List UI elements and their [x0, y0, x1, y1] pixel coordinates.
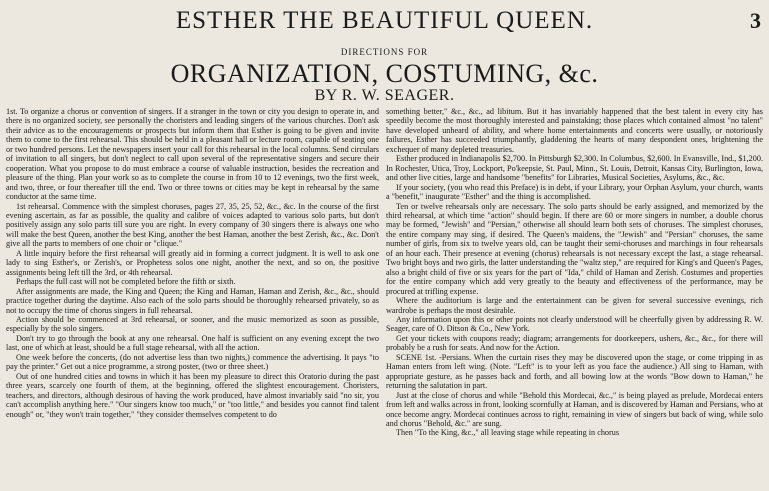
page-title: ORGANIZATION, COSTUMING, &c. [170, 59, 599, 88]
paragraph: Perhaps the full cast will not be completed before the fifth or sixth. [16, 277, 236, 287]
paragraph: One week before the concerts, (do not advertise less than two nights,) commence the advertising. It pays "to pay the printer." Get out a nice programme, a strong poster, (two or three sheet.) [6, 352, 379, 372]
author-byline: BY R. W. SEAGER. [314, 87, 455, 104]
paragraph: Out of one hundred cities and towns in which it has been my pleasure to direct this Oratorio during the past three years, scarcely one fourth of them, at the beginning, offered the slightest encouragement. Choristers, teachers, and directors, although desirous of having the work produced, have almost invariably said "no sir, you can't accomplish anything here." "Our singers know too much," or "too little," and besides you cannot find talent enough" or, "they won't train together," "they consider themselves competent to do [6, 371, 379, 419]
page-number: 3 [750, 8, 761, 33]
paragraph: something better," &c., &c., ad libitum. But it has invariably happened that the best talent in every city has speedily become the most thoroughly interested and painstaking; those places which contained almost "no talent" have developed unheard of ability, and where home entertainments and concerts were usually, or notoriously failures, Esther has succeeded triumphantly, gladdening the hearts of many despondent ones, brightening the exchequer of many depleted treasuries. [386, 107, 763, 154]
running-header [0, 6, 769, 36]
paragraph: After assignments are made, the King and Queen; the King and Haman, Haman and Zerish, &c., &c., should practice together during the daytime. Also each of the solo parts should be thoroughly rehearsed privately, so as not to occupy the time of chorus singers in full rehearsal. [6, 286, 379, 315]
paragraph: Any information upon this or other points not clearly understood will be cheerfully given by addressing R. W. Seager, care of O. Ditson & Co., New York. [386, 314, 763, 334]
paragraph: 1st rehearsal. Commence with the simplest choruses, pages 27, 35, 25, 52, &c., &c. In the course of the first evening ascertain, as far as possible, the quality and calibre of voices adapted to various solo parts, but don't positively assign any solo parts till sure you are right. In every company of 30 singers there is always one who will make the best Queen, another the best King, another the best Haman, another the best Zerish, &c., &c. Don't give all the parts to members of one choir or "clique." [6, 201, 379, 249]
paragraph: 1st. To organize a chorus or convention of singers. If a stranger in the town or city you design to operate in, and there is no organized society, see personally the choristers and leading singers of the various churches. Don't ask their advice as to the encouragements or prospects but inform them that Esther is going to be given and invite them to come to the first rehearsal. This should be held in a pleasant hall or lecture room, capable of seating one or two hundred persons. Let the newspapers insert your call for this rehearsal in the local columns. Send circulars of invitation to all singers, but don't neglect to call upon several of the representative singers and secure their cooperation. What you propose to do must embrace a course of valuable instruction, besides the recreation and pleasure of the thing. Plan your work so as to complete the course in from 10 to 12 evenings, two the first week, and two, three, or four thereafter till the end. Two or three towns or cities may be kept in rehearsal by the same conductor at the same time. [6, 107, 379, 202]
paragraph: Action should be commenced at 3rd rehearsal, or sooner, and the music memorized as soon as possible, especially by the solo singers. [6, 314, 379, 334]
paragraph: Where the auditorium is large and the entertainment can be given for several successive evenings, rich wardrobe is perhaps the most desirable. [386, 296, 763, 315]
left-column [6, 107, 379, 491]
paragraph: A little inquiry before the first rehearsal will greatly aid in forming a correct judgment. It is well to ask one lady to sing Esther's, or Zerish's, or Prophetess solos one night, another the next, and so on, the positive assignments being left till the 3rd, or 4th rehearsal. [6, 248, 379, 277]
paragraph: Esther produced in Indianapolis $2,700. In Pittsburgh $2,300. In Columbus, $2,600. In Evansville, Ind., $1,200. In Rochester, Utica, Troy, Lockport, Po'keepsie, St. Paul, Minn., St. Louis, Detroit, Kansas City, Burlington, Iowa, and other live cities, large and handsome "benefits" for Libraries, Musical Societies, Asylums, &c., &c. [386, 154, 763, 183]
paragraph: Ten or twelve rehearsals only are necessary. The solo parts should be early assigned, and memorized by the third rehearsal, at which time "action" should begin. If there are 60 or more singers in number, a double chorus may be formed, "Jewish" and "Persian," otherwise all should learn both sets of choruses. The simplest choruses, the entire company may sing, if desired. The Queen's maidens, the "Jewish" and "Persian" choruses, the same number of girls, from six to twelve years old, can be taught their semi-choruses and marchings in four rehearsals of an hour each. Their presence at evening (chorus) rehearsals is not necessary except the last, a stage rehearsal. Two bright boys and two girls, the latter understanding the "waltz step," are required for King's and Queen's Pages, also a bright child of five or six years for the part of "Ida," child of Haman and Zerish. Costumes and properties for the entire company which add very greatly to the beauty and effectiveness of the performance, may be procured at trifling expense. [386, 201, 763, 296]
paragraph: SCENE 1st. -Persians. When the curtain rises they may be discovered upon the stage, or come tripping in as Haman enters from left wing. (Note. "Left" is to your left as you face the audience.) All sing to Haman, with appropriate gesture, as he passes back and forth, and all bowing low at the words "Bow down to Haman," he returning the salutation in part. [386, 352, 763, 391]
paragraph: Don't try to go through the book at any one rehearsal. One half is sufficient on any evening except the two last, one of which at least, should be a full stage rehearsal, with all the action. [6, 333, 379, 353]
paragraph: Get your tickets with coupons ready; diagram; arrangements for doorkeepers, ushers, &c., &c., for there will probably be a rush for seats. And now for the Action. [386, 333, 763, 353]
text-columns [0, 107, 769, 491]
directions-heading: DIRECTIONS FOR [340, 47, 429, 57]
running-title: ESTHER THE BEAUTIFUL QUEEN. [175, 7, 594, 34]
paragraph: If your society, (you who read this Preface) is in debt, if your Library, your Orphan Asylum, your church, wants a "benefit," inaugurate "Esther" and the thing is accomplished. [386, 182, 763, 202]
paragraph: Just at the close of chorus and while "Behold this Mordecai, &c.," is being played as prelude, Mordecai enters from left and walks across in front, looking scornfully at Haman, and is discovered by Haman and Persians, who at once become angry. Mordecai continues across to right, remaining in view of singers but back of wing, while solo and chorus "Behold, &c." are sung. [386, 390, 763, 428]
paragraph: Then "To the King, &c.," all leaving stage while repeating in chorus [396, 428, 620, 438]
right-column [386, 107, 763, 491]
